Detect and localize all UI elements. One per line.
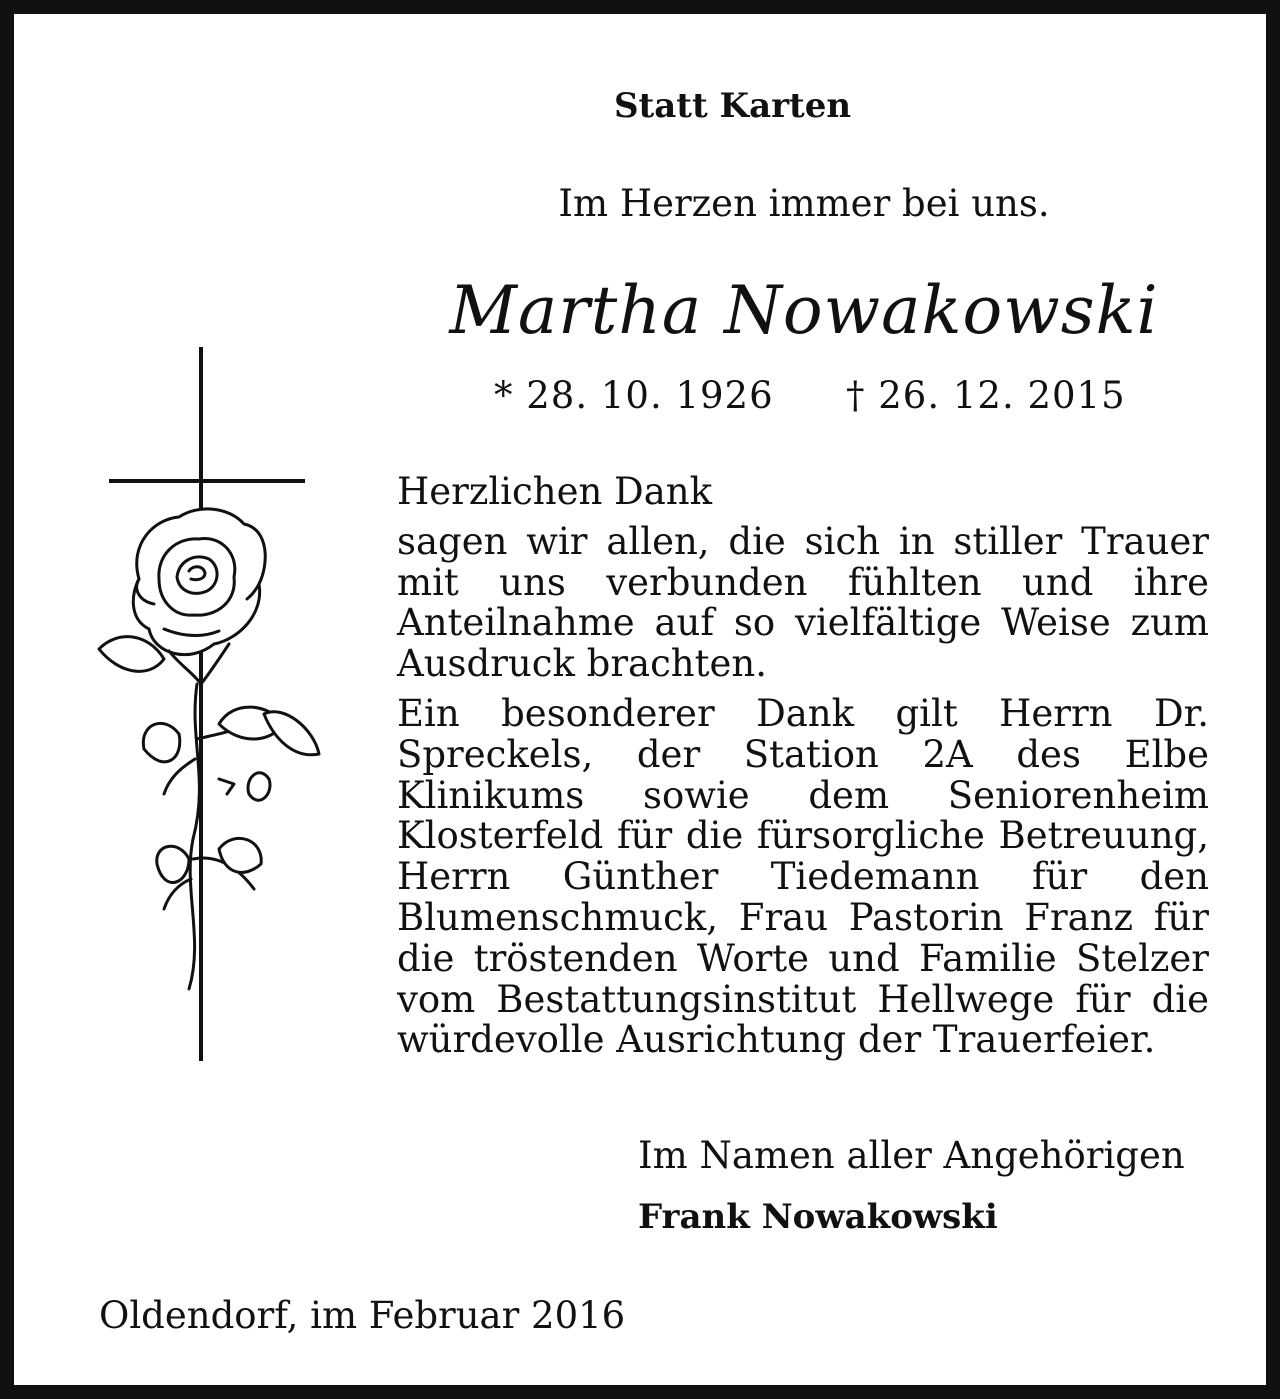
cross-rose-illustration <box>69 339 329 1074</box>
special-thanks-paragraph: Ein besonderer Dank gilt Herrn Dr. Spreckels, der Station 2A des Elbe Klinikums sowie dem Seniorenheim Klosterfeld für die fürsorgliche Betreuung, Herrn Günther Tiedemann für den Blumenschmuck, Frau Pastorin Franz für die tröstenden Worte und Familie Stelzer vom Bestattungsinstitut Hellwege für die würdevolle Ausrichtung der Trauerfeier. <box>397 691 1209 1062</box>
thanks-paragraph: sagen wir allen, die sich in stiller Trauer mit uns verbunden fühlten und ihre Anteilnahme auf so vielfältige Weise zum Ausdruck brachten. <box>397 519 1209 686</box>
place-and-date: Oldendorf, im Februar 2016 <box>99 1294 626 1337</box>
thanks-heading: Herzlichen Dank <box>397 470 713 513</box>
header-line: Statt Karten <box>614 86 852 126</box>
birth-date: * 28. 10. 1926 <box>494 374 774 417</box>
signer-name: Frank Nowakowski <box>638 1197 998 1237</box>
rose-icon <box>99 509 319 989</box>
deceased-name: Martha Nowakowski <box>449 272 1159 349</box>
signoff: Im Namen aller Angehörigen <box>638 1134 1185 1177</box>
cross-icon <box>109 347 305 1061</box>
motto: Im Herzen immer bei uns. <box>558 182 1050 225</box>
thanks-text <box>397 472 1209 1061</box>
death-date: † 26. 12. 2015 <box>846 374 1126 417</box>
